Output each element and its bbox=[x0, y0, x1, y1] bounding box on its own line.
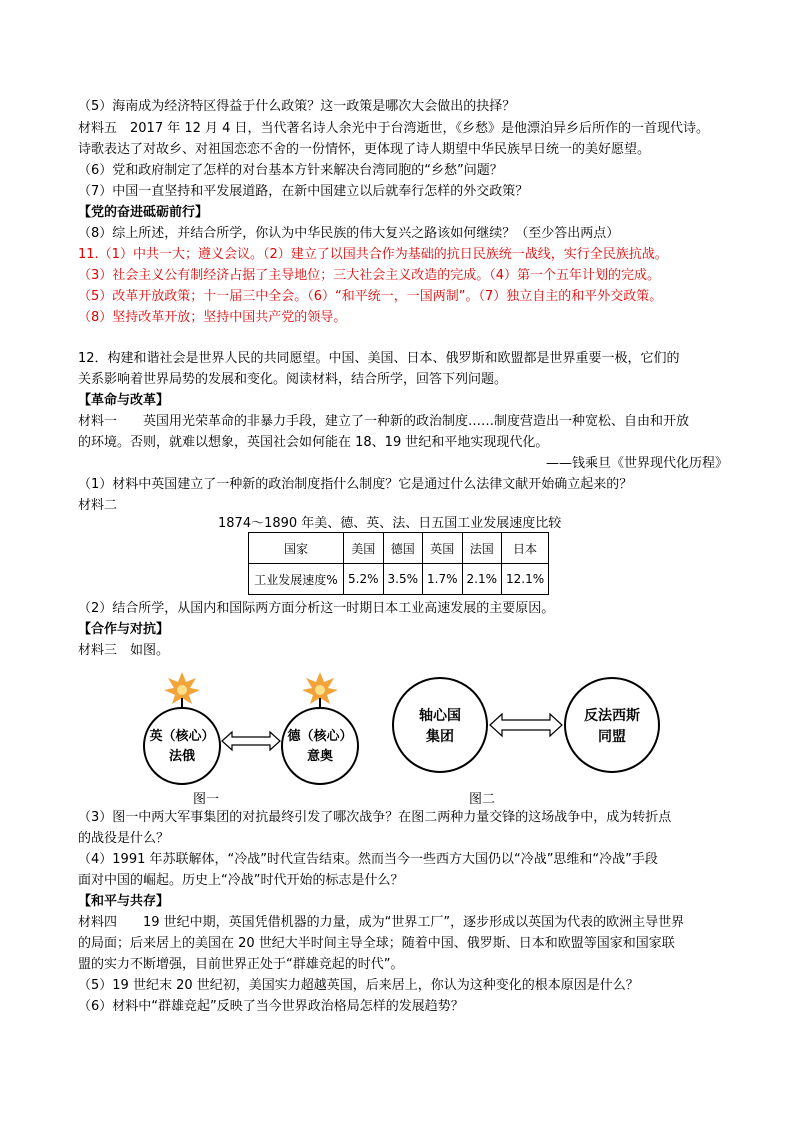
header-cell-france: 法国 bbox=[462, 533, 502, 564]
question-8: （8）综上所述，并结合所学，你认为中华民族的伟大复兴之路该如何继续？（至少答出两点） bbox=[78, 226, 620, 241]
question-12-3-line-2: 的战役是什么？ bbox=[78, 831, 170, 846]
material-4-line-1: 材料四 19 世纪中期，英国凭借机器的力量，成为“世界工厂”，逐步形成以英国为代表的欧洲主导世界 bbox=[78, 915, 685, 930]
industry-growth-table bbox=[248, 532, 549, 595]
material-2-label: 材料二 bbox=[78, 498, 118, 513]
question-12-5: （5）19 世纪末 20 世纪初，美国实力超越英国，后来居上，你认为这种变化的根本原因是什么？ bbox=[78, 978, 639, 993]
header-cell-japan: 日本 bbox=[502, 533, 549, 564]
allies-label-1: 反法西斯 bbox=[584, 708, 640, 724]
bloc-left-label-2: 法俄 bbox=[168, 749, 196, 764]
value-cell-france: 2.1% bbox=[462, 564, 502, 595]
double-arrow-icon bbox=[222, 732, 280, 750]
section-heading-party: 【党的奋进砥砺前行】 bbox=[78, 205, 209, 220]
question-6: （6）党和政府制定了怎样的对台基本方针来解决台湾同胞的“乡愁”问题？ bbox=[78, 163, 503, 178]
figure-1-diagram bbox=[120, 668, 380, 788]
figure-1-caption: 图一 bbox=[192, 792, 219, 807]
header-cell-germany: 德国 bbox=[383, 533, 423, 564]
table-data-row bbox=[249, 564, 549, 595]
table-header-row bbox=[249, 533, 549, 564]
allies-circle bbox=[565, 678, 659, 772]
value-cell-britain: 1.7% bbox=[423, 564, 463, 595]
section-heading-cooperation: 【合作与对抗】 bbox=[78, 622, 170, 637]
question-12-2: （2）结合所学，从国内和国际两方面分析这一时期日本工业高速发展的主要原因。 bbox=[78, 601, 555, 616]
axis-powers-label-1: 轴心国 bbox=[419, 708, 461, 724]
answer-line-1: 11.（1）中共一大；遵义会议。（2）建立了以国共合作为基础的抗日民族统一战线，实行全民族抗战。 bbox=[78, 247, 668, 262]
axis-powers-circle bbox=[393, 678, 487, 772]
header-cell-britain: 英国 bbox=[423, 533, 463, 564]
question-7: （7）中国一直坚持和平发展道路，在新中国建立以后就奉行怎样的外交政策？ bbox=[78, 184, 529, 199]
question-5: （5）海南成为经济特区得益于什么政策？这一政策是哪次大会做出的抉择？ bbox=[78, 99, 516, 114]
material-1-line-2: 的环境。否则，就难以想象，英国社会如何能在 18、19 世纪和平地实现现代化。 bbox=[78, 435, 549, 450]
bloc-right-circle bbox=[282, 708, 358, 784]
material-4-line-3: 盟的实力不断增强，目前世界正处于“群雄竞起的时代”。 bbox=[78, 957, 404, 972]
section-heading-peace: 【和平与共存】 bbox=[78, 894, 170, 909]
answer-line-4: （8）坚持改革开放；坚持中国共产党的领导。 bbox=[78, 310, 347, 325]
question-12-4-line-1: （4）1991 年苏联解体，“冷战”时代宣告结束。然而当今一些西方大国仍以“冷战”思维和“冷战”手段 bbox=[78, 852, 658, 867]
allies-label-2: 同盟 bbox=[598, 729, 626, 745]
table-title: 1874～1890 年美、德、英、法、日五国工业发展速度比较 bbox=[218, 516, 562, 531]
question-12-1: （1）材料中英国建立了一种新的政治制度指什么制度？它是通过什么法律文献开始确立起来的？ bbox=[78, 477, 633, 492]
material-5-line-1: 材料五 2017 年 12 月 4 日，当代著名诗人余光中于台湾逝世，《乡愁》是他漂泊异乡后所作的一首现代诗。 bbox=[78, 121, 710, 136]
bloc-left-circle bbox=[144, 708, 220, 784]
value-cell-japan: 12.1% bbox=[502, 564, 549, 595]
header-cell-country: 国家 bbox=[249, 533, 344, 564]
material-5-line-2: 诗歌表达了对故乡、对祖国恋恋不舍的一份情怀，更体现了诗人期望中华民族早日统一的美好愿望。 bbox=[78, 142, 651, 157]
question-12-3-line-1: （3）图一中两大军事集团的对抗最终引发了哪次战争？在图二两种力量交锋的这场战争中，成为转折点 bbox=[78, 810, 672, 825]
material-4-line-2: 的局面；后来居上的美国在 20 世纪大半时间主导全球；随着中国、俄罗斯、日本和欧盟等国家和国家联 bbox=[78, 936, 675, 951]
question-12-4-line-2: 面对中国的崛起。历史上“冷战”时代开始的标志是什么？ bbox=[78, 873, 404, 888]
bloc-right-label-2: 意奥 bbox=[306, 749, 334, 764]
material-1-source: ——钱乘旦《世界现代化历程》 bbox=[545, 456, 728, 471]
material-1-line-1: 材料一 英国用光荣革命的非暴力手段，建立了一种新的政治制度……制度营造出一种宽松、自由和开放 bbox=[78, 414, 690, 429]
material-3-label: 材料三 如图。 bbox=[78, 643, 170, 658]
figure-2-diagram bbox=[390, 668, 670, 788]
q12-intro-line-2: 关系影响着世界局势的发展和变化。阅读材料，结合所学，回答下列问题。 bbox=[78, 372, 508, 387]
value-cell-germany: 3.5% bbox=[383, 564, 423, 595]
question-12-6: （6）材料中“群雄竞起”反映了当今世界政治格局怎样的发展趋势？ bbox=[78, 999, 464, 1014]
double-arrow-icon bbox=[490, 714, 562, 736]
value-cell-usa: 5.2% bbox=[344, 564, 384, 595]
header-cell-usa: 美国 bbox=[344, 533, 384, 564]
q12-intro-line-1: 12．构建和谐社会是世界人民的共同愿望。中国、美国、日本、俄罗斯和欧盟都是世界重要一极，它们的 bbox=[78, 351, 680, 366]
answer-line-3: （5）改革开放政策；十一届三中全会。（6）“和平统一，一国两制”。（7）独立自主的和平外交政策。 bbox=[78, 289, 663, 304]
figure-2-caption: 图二 bbox=[468, 792, 495, 807]
answer-line-2: （3）社会主义公有制经济占据了主导地位；三大社会主义改造的完成。（4）第一个五年计划的完成。 bbox=[78, 268, 661, 283]
axis-powers-label-2: 集团 bbox=[426, 729, 454, 745]
bloc-right-label-1: 德（核心） bbox=[287, 729, 353, 744]
section-heading-revolution: 【革命与改革】 bbox=[78, 393, 170, 408]
row-label-cell: 工业发展速度% bbox=[249, 564, 344, 595]
bloc-left-label-1: 英（核心） bbox=[149, 729, 215, 744]
